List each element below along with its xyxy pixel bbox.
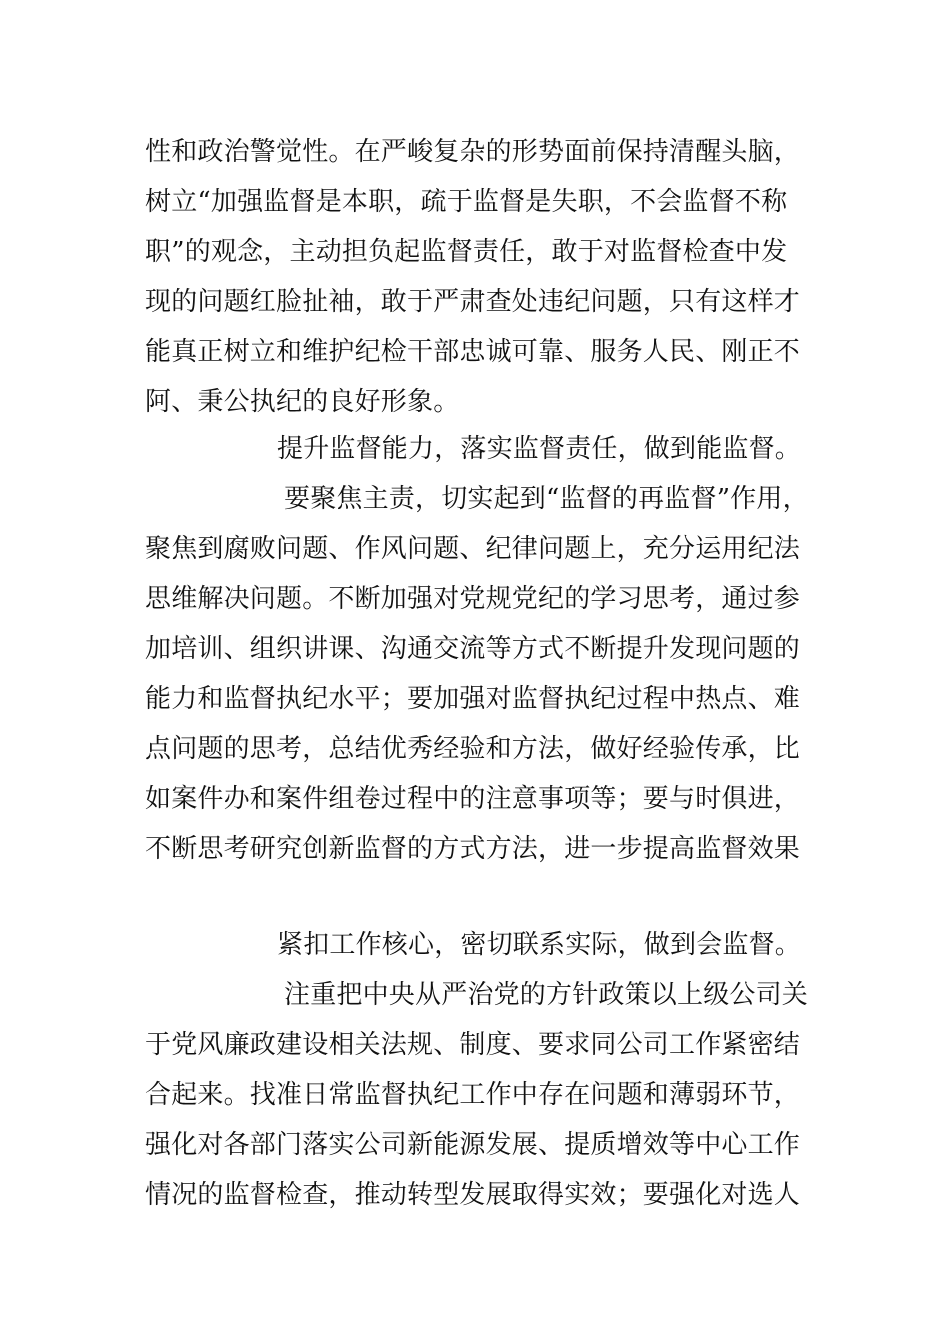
section-heading-1: 提升监督能力，落实监督责任，做到能监督。 bbox=[277, 434, 802, 464]
paragraph-3-line-5: 情况的监督检查，推动转型发展取得实效；要强化对选人 bbox=[145, 1180, 801, 1210]
paragraph-2-line-5: 能力和监督执纪水平；要加强对监督执纪过程中热点、难 bbox=[145, 684, 801, 714]
section-heading-2: 紧扣工作核心，密切联系实际，做到会监督。 bbox=[277, 930, 802, 960]
paragraph-2-line-2: 聚焦到腐败问题、作风问题、纪律问题上，充分运用纪法 bbox=[145, 534, 801, 564]
paragraph-3-line-1: 注重把中央从严治党的方针政策以上级公司关 bbox=[284, 980, 809, 1010]
paragraph-3-line-2: 于党风廉政建设相关法规、制度、要求同公司工作紧密结 bbox=[145, 1030, 801, 1060]
paragraph-1-line-3: 职”的观念，主动担负起监督责任，敢于对监督检查中发 bbox=[145, 237, 788, 267]
paragraph-3-line-4: 强化对各部门落实公司新能源发展、提质增效等中心工作 bbox=[145, 1130, 801, 1160]
paragraph-2-line-6: 点问题的思考，总结优秀经验和方法，做好经验传承，比 bbox=[145, 734, 801, 764]
paragraph-1-line-5: 能真正树立和维护纪检干部忠诚可靠、服务人民、刚正不 bbox=[145, 337, 801, 367]
paragraph-2-line-4: 加培训、组织讲课、沟通交流等方式不断提升发现问题的 bbox=[145, 634, 801, 664]
paragraph-1-line-4: 现的问题红脸扯袖，敢于严肃查处违纪问题，只有这样才 bbox=[145, 287, 801, 317]
paragraph-2-line-7: 如案件办和案件组卷过程中的注意事项等；要与时俱进， bbox=[145, 784, 801, 814]
paragraph-2-line-3: 思维解决问题。不断加强对党规党纪的学习思考，通过参 bbox=[145, 584, 801, 614]
paragraph-1-line-2: 树立“加强监督是本职，疏于监督是失职，不会监督不称 bbox=[145, 187, 788, 217]
paragraph-3-line-3: 合起来。找准日常监督执纪工作中存在问题和薄弱环节， bbox=[145, 1080, 801, 1110]
paragraph-2-line-1: 要聚焦主责，切实起到“监督的再监督”作用， bbox=[284, 484, 809, 514]
paragraph-2-line-8: 不断思考研究创新监督的方式方法，进一步提高监督效果 bbox=[145, 834, 801, 864]
paragraph-1-line-6: 阿、秉公执纪的良好形象。 bbox=[145, 387, 460, 417]
paragraph-1-line-1: 性和政治警觉性。在严峻复杂的形势面前保持清醒头脑， bbox=[145, 137, 801, 167]
